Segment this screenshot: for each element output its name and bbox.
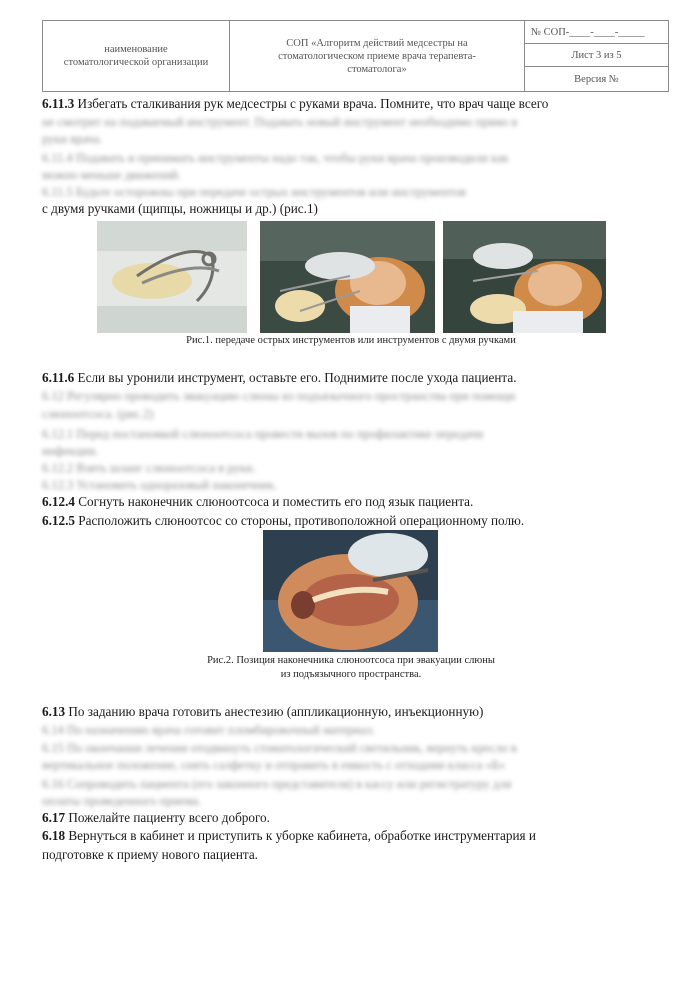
- document-header-table: [42, 20, 669, 92]
- figure-1-photo-1: [97, 221, 247, 333]
- blurred-line: 6.12.1 Перед постановкой слюноотсоса провести вызов по профилактике передачи: [42, 427, 484, 441]
- blurred-line: можно меньше движений.: [42, 168, 181, 182]
- sheet-cell: Лист 3 из 5: [525, 44, 669, 67]
- blurred-line: оплаты проведенного приема.: [42, 794, 202, 808]
- blurred-line: инфекции.: [42, 444, 99, 458]
- sop-title-cell: СОП «Алгоритм действий медсестры на стоматологическом приеме врача терапевта- стоматолога»: [230, 21, 525, 92]
- paragraph-6-17: 6.17 Пожелайте пациенту всего доброго.: [42, 810, 270, 825]
- figure-2-caption-line-1: Рис.2. Позиция наконечника слюноотсоса при эвакуации слюны: [207, 655, 495, 666]
- paragraph-6-12-5: 6.12.5 Расположить слюноотсос со стороны, противоположной операционному полю.: [42, 513, 525, 528]
- paragraph-6-11-3: 6.11.3 Избегать сталкивания рук медсестры с руками врача. Помните, что врач чаще всего: [42, 96, 549, 111]
- sop-number-cell: № СОП-____-____-_____: [525, 21, 669, 44]
- blurred-line: 6.11.4 Подавать и принимать инструменты надо так, чтобы руки врача производили как: [42, 151, 509, 165]
- blurred-line: 6.14 По назначению врача готовит пломбировочный материал.: [42, 723, 376, 737]
- blurred-line: не смотрит на подаваемый инструмент. Подавать новый инструмент необходимо прямо в: [42, 115, 518, 129]
- paragraph-6-11-6: 6.11.6 Если вы уронили инструмент, оставьте его. Поднимите после ухода пациента.: [42, 370, 517, 385]
- version-cell: Версия №: [525, 67, 669, 92]
- blurred-line: 6.12.3 Установить одноразовый наконечник.: [42, 478, 278, 492]
- blurred-line: 6.16 Сопроводить пациента (его законного представителя) в кассу или регистратуру для: [42, 777, 512, 791]
- blurred-line: руки врача.: [42, 132, 103, 146]
- paragraph-6-18-continued: подготовке к приему нового пациента.: [42, 847, 258, 862]
- figure-1-photo-2: [260, 221, 435, 333]
- organization-name-cell: наименование стоматологической организации: [43, 21, 230, 92]
- figure-1-caption: Рис.1. передаче острых инструментов или инструментов с двумя ручками: [186, 335, 516, 346]
- paragraph-6-18: 6.18 Вернуться в кабинет и приступить к уборке кабинета, обработке инструментария и: [42, 828, 536, 843]
- blurred-line: 6.12.2 Взять шланг слюноотсоса в руки.: [42, 461, 256, 475]
- blurred-line: 6.15 По окончании лечения отодвинуть стоматологический светильник, вернуть кресло в: [42, 741, 517, 755]
- figure-2-caption-line-2: из подъязычного пространства.: [280, 669, 422, 680]
- blurred-line: 6.11.5 Будьте осторожны при передаче острых инструментов или инструментов: [42, 185, 466, 199]
- paragraph-6-11-5-end: с двумя ручками (щипцы, ножницы и др.) (рис.1): [42, 201, 318, 216]
- paragraph-6-13: 6.13 По заданию врача готовить анестезию (аппликационную, инъекционную): [42, 704, 484, 719]
- blurred-line: 6.12 Регулярно проводить эвакуацию слюны из подъязычного пространства при помощи: [42, 389, 516, 403]
- figure-1-photo-3: [443, 221, 606, 333]
- blurred-line: вертикальное положение, снять салфетку и отправить в емкость с отходами класса «Б»: [42, 758, 506, 772]
- paragraph-6-12-4: 6.12.4 Согнуть наконечник слюноотсоса и поместить его под язык пациента.: [42, 494, 474, 509]
- figure-2-photo: [263, 530, 438, 652]
- blurred-line: слюноотсоса. (рис.2): [42, 407, 154, 421]
